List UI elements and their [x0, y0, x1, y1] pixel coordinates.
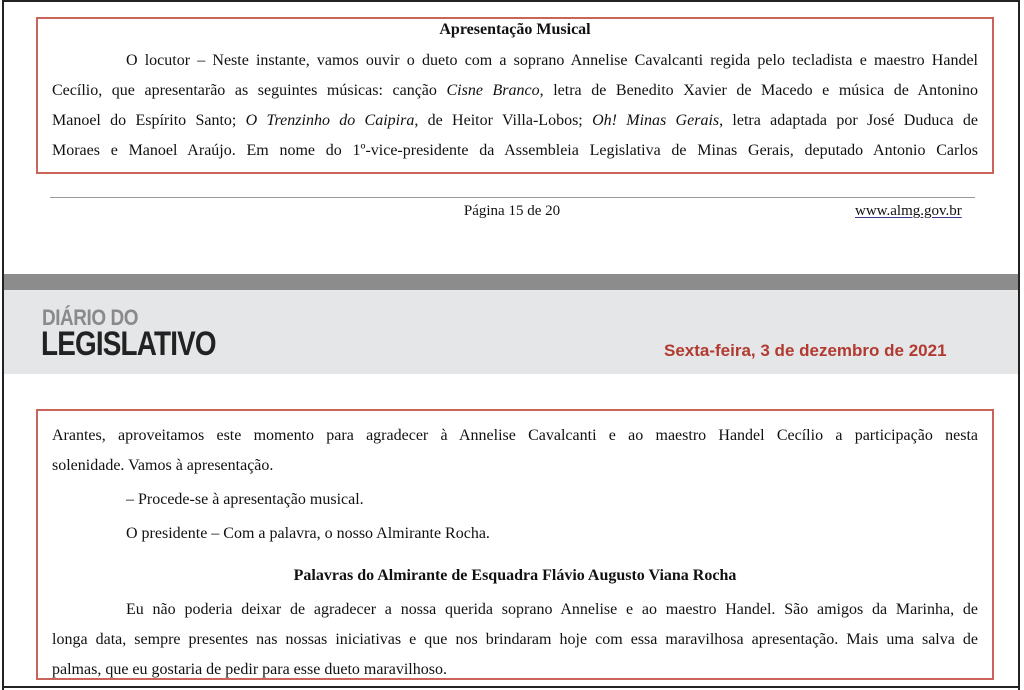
logo-legislativo: LEGISLATIVO	[41, 325, 216, 363]
page-separator-band	[4, 274, 1018, 290]
viewer-frame-right	[1018, 0, 1020, 690]
highlight-box-top	[36, 17, 994, 174]
paragraph-line: palmas, que eu gostaria de pedir para esse dueto maravilhoso.	[52, 661, 447, 678]
viewer-frame-top	[2, 0, 1020, 2]
song-title: Oh! Minas Gerais	[592, 112, 720, 129]
site-link[interactable]: www.almg.gov.br	[855, 203, 962, 219]
section-heading-palavras: Palavras do Almirante de Esquadra Flávio Augusto Viana Rocha	[293, 567, 737, 584]
highlight-box-bottom	[36, 409, 994, 680]
text-run: , letra de Benedito Xavier de Macedo e música de Antonino	[539, 82, 978, 99]
text-run: O locutor – Neste instante, vamos ouvir o dueto com a soprano Annelise Cavalcanti regida pelo tecladista e maestro Handel	[126, 52, 978, 69]
footer-divider	[50, 197, 975, 198]
viewer-frame-bottom	[2, 686, 1020, 688]
section-heading-musical: Apresentação Musical	[439, 21, 591, 38]
stage-direction: – Procede-se à apresentação musical.	[126, 491, 364, 508]
paragraph-line: longa data, sempre presentes nas nossas iniciativas e que nos brindaram hoje com essa maravilhosa apresentação. Mais uma salva de	[52, 631, 978, 648]
page-number: Página 15 de 20	[463, 203, 561, 219]
text-run: Manoel do Espírito Santo;	[52, 112, 246, 129]
issue-date: Sexta-feira, 3 de dezembro de 2021	[664, 341, 947, 360]
song-title: O Trenzinho do Caipira	[245, 112, 415, 129]
text-run: Moraes e Manoel Araújo. Em nome do 1º-vice-presidente da Assembleia Legislativa de Minas Gerais, deputado Antonio Carlos	[52, 142, 978, 159]
text-run: Cecílio, que apresentarão as seguintes músicas: canção	[52, 82, 447, 99]
paragraph-line: Arantes, aproveitamos este momento para agradecer à Annelise Cavalcanti e ao maestro Handel Cecílio a participação nesta	[52, 427, 978, 444]
song-title: Cisne Branco	[446, 82, 540, 99]
paragraph-line: O presidente – Com a palavra, o nosso Almirante Rocha.	[126, 525, 490, 542]
text-run: , letra adaptada por José Duduca de	[719, 112, 978, 129]
paragraph-line: Eu não poderia deixar de agradecer a nossa querida soprano Annelise e ao maestro Handel. São amigos da Marinha, de	[126, 601, 978, 618]
paragraph-line	[52, 106, 978, 136]
text-run: , de Heitor Villa-Lobos;	[414, 112, 593, 129]
paragraph-line	[52, 76, 978, 106]
logo-diario-do: DIÁRIO DO	[42, 305, 138, 330]
paragraph-line	[52, 46, 978, 76]
paragraph-line: solenidade. Vamos à apresentação.	[52, 457, 274, 474]
paragraph-line	[52, 136, 978, 166]
